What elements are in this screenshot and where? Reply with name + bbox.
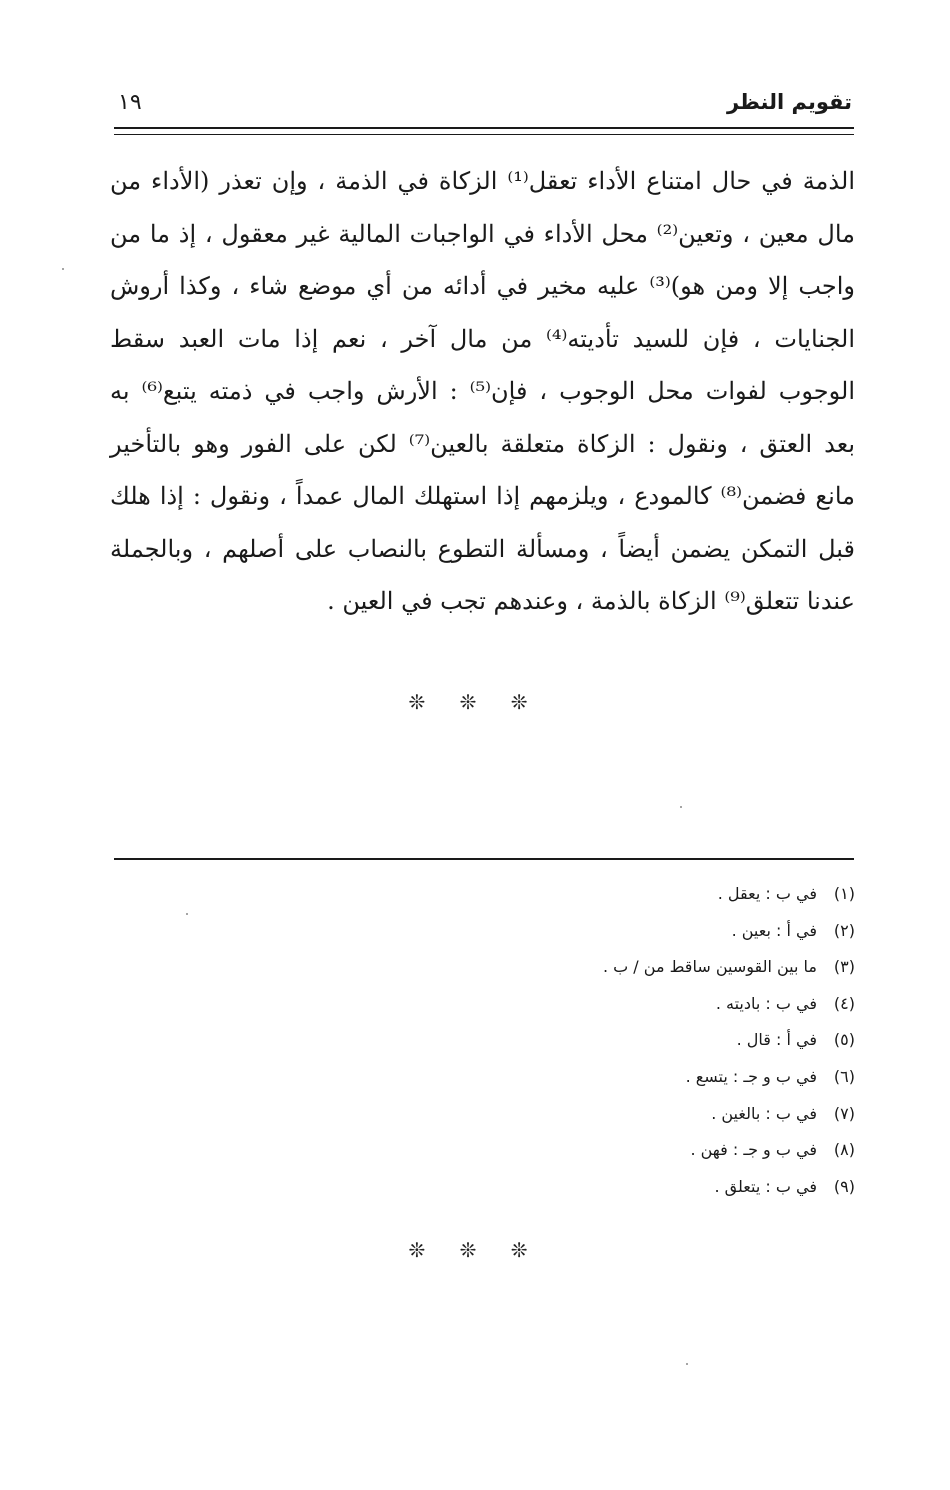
body-line: واجب إلا ومن هو)⁽³⁾ عليه مخير في أدائه من أي موضع شاء ، وكذا أروش [110,272,855,300]
footnote-number: (٨) [833,1140,855,1160]
header-rule [114,127,854,129]
running-title: تقويم النظر [726,90,852,114]
footnote-item [603,876,855,913]
body-line: مانع فضمن⁽⁸⁾ كالمودع ، ويلزمهم إذا استهلك المال عمداً ، ونقول : إذا هلك [110,482,856,510]
footnote-item [603,1169,855,1206]
footnote-number: (٤) [833,993,855,1013]
footnote-text: في ب : يتعلق . [714,1176,817,1196]
body-line: الوجوب لفوات محل الوجوب ، فإن⁽⁵⁾ : الأرش واجب في ذمته يتبع⁽⁶⁾ به [110,377,855,405]
footnote-item [603,1096,855,1133]
footnote-text: في ب و جـ : فهن . [690,1140,817,1160]
body-paragraph [110,155,855,628]
footnote-item [603,949,855,986]
footnote-number: (١) [833,884,855,903]
section-separator: ❊ ❊ ❊ [408,690,542,714]
footnote-text: في أ : بعين . [731,920,817,940]
body-line: مال معين ، وتعين⁽²⁾ محل الأداء في الواجبات المالية غير معقول ، إذ ما من [110,219,855,248]
footnotes-list [603,876,855,1205]
footnote-text: ما بين القوسين ساقط من / ب . [602,957,817,977]
page-number: ١٩ [118,90,142,115]
body-line: عندنا تتعلق⁽⁹⁾ الزكاة بالذمة ، وعندهم تجب في العين . [327,587,855,615]
footnote-item [603,1132,855,1169]
footnote-text: في ب و جـ : يتسع . [685,1066,817,1086]
footnote-item [603,913,855,950]
footnote-number: (٧) [833,1103,855,1123]
scan-speck [62,268,64,270]
body-line: الجنايات ، فإن للسيد تأديته⁽⁴⁾ من مال آخر ، نعم إذا مات العبد سقط [110,324,855,353]
footnote-text: في أ : قال . [736,1030,817,1050]
footnote-item [603,986,855,1023]
body-line: قبل التمكن يضمن أيضاً ، ومسألة التطوع بالنصاب على أصلهم ، وبالجملة [110,534,855,563]
footnote-item [603,1022,855,1059]
footnote-number: (٣) [833,957,855,977]
footnote-text: في ب : بالغين . [711,1103,817,1123]
footnote-text: في ب : باديته . [715,993,817,1013]
scan-speck [186,913,188,915]
scan-speck [680,806,682,808]
footnote-number: (٢) [833,920,855,940]
footnote-number: (٥) [833,1030,855,1050]
scan-speck [686,1363,688,1365]
footnote-text: في ب : يعقل . [717,884,817,903]
body-line: بعد العتق ، ونقول : الزكاة متعلقة بالعين⁽⁷⁾ لكن على الفور وهو بالتأخير [110,429,856,458]
end-separator: ❊ ❊ ❊ [408,1238,542,1262]
body-line: الذمة في حال امتناع الأداء تعقل⁽¹⁾ الزكاة في الذمة ، وإن تعذر (الأداء من [110,167,855,195]
header-rule-thin [114,134,854,135]
footnote-number: (٦) [833,1066,855,1086]
footnote-rule [114,858,854,860]
footnote-number: (٩) [833,1176,855,1196]
footnote-item [603,1059,855,1096]
